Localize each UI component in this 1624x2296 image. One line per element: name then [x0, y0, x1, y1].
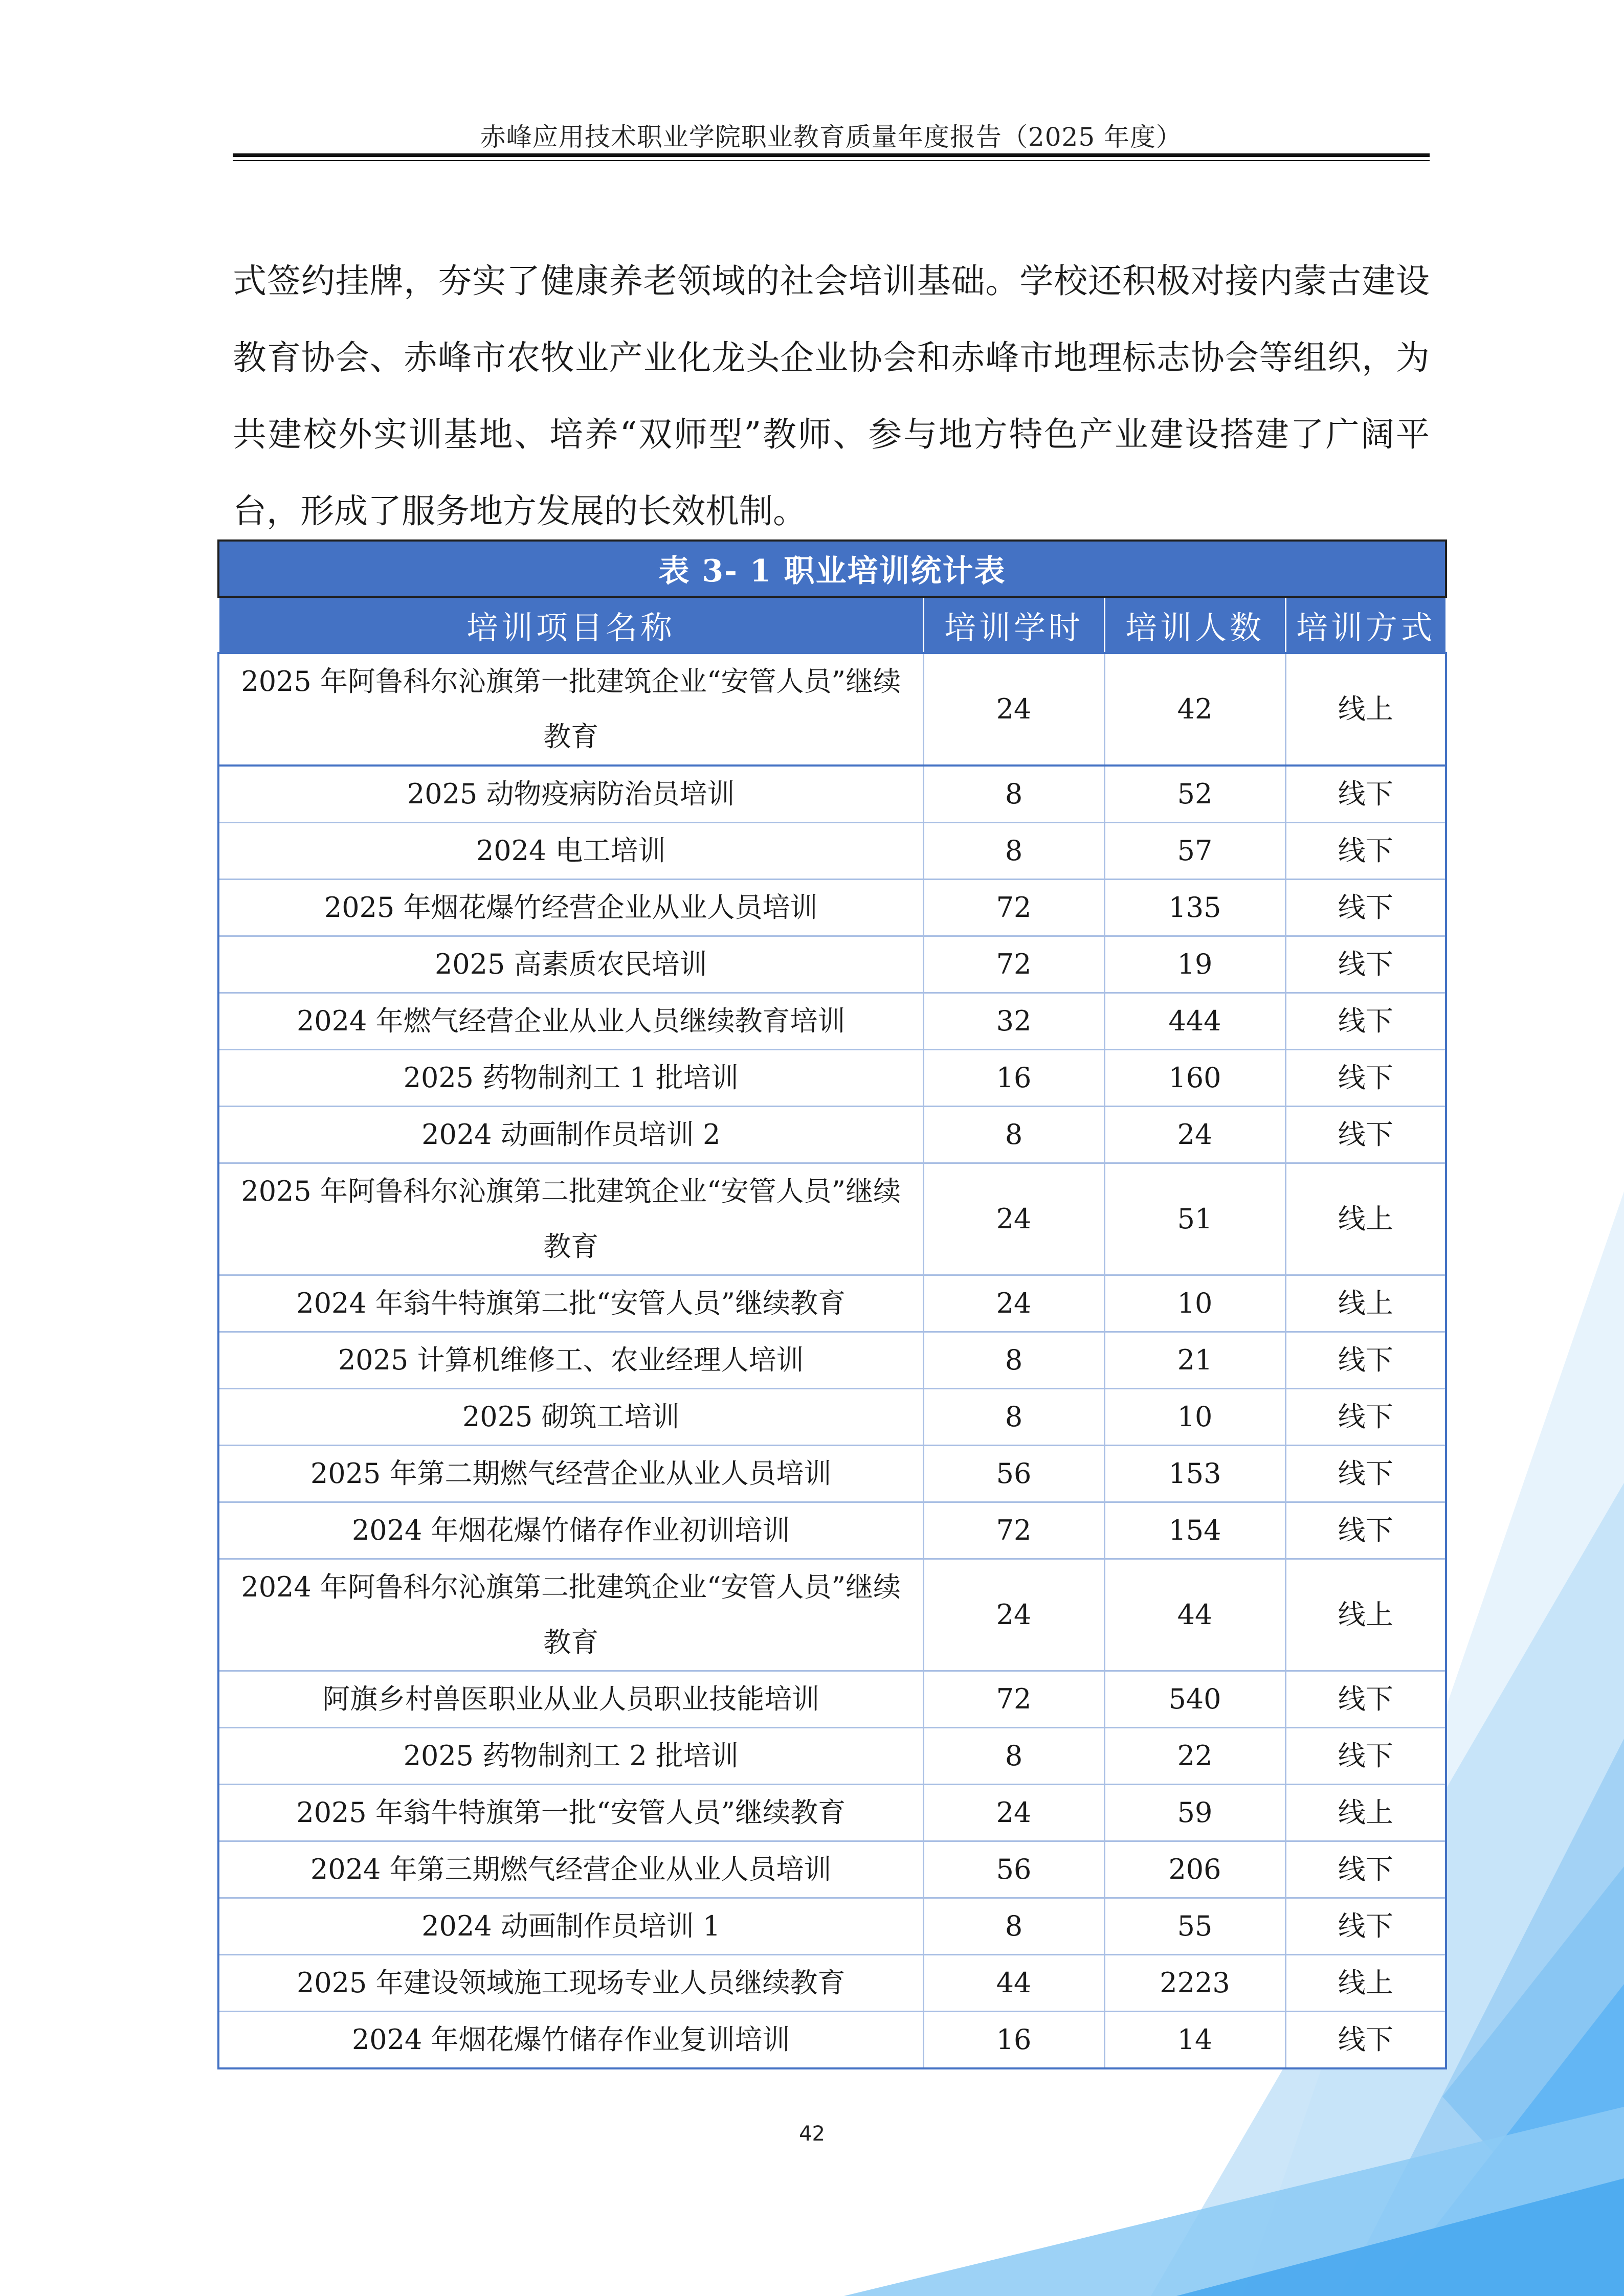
- cell-project-name: 2025 砌筑工培训: [218, 1389, 923, 1446]
- table-row: [218, 1163, 1446, 1275]
- cell-people: 540: [1104, 1671, 1285, 1728]
- table-row: [218, 1841, 1446, 1898]
- table-row: [218, 1728, 1446, 1785]
- cell-mode: 线下: [1285, 993, 1446, 1050]
- table-row: [218, 993, 1446, 1050]
- cell-project-name: 阿旗乡村兽医职业从业人员职业技能培训: [218, 1671, 923, 1728]
- table-row: [218, 1785, 1446, 1841]
- cell-people: 10: [1104, 1275, 1285, 1332]
- cell-hours: 56: [923, 1446, 1104, 1502]
- cell-project-name: 2024 年阿鲁科尔沁旗第二批建筑企业“安管人员”继续教育: [218, 1559, 923, 1671]
- cell-mode: 线下: [1285, 823, 1446, 880]
- cell-people: 22: [1104, 1728, 1285, 1785]
- cell-hours: 24: [923, 1163, 1104, 1275]
- cell-people: 19: [1104, 936, 1285, 993]
- header-hours: 培训学时: [923, 597, 1104, 653]
- table-row: [218, 1559, 1446, 1671]
- cell-project-name: 2025 计算机维修工、农业经理人培训: [218, 1332, 923, 1389]
- cell-hours: 24: [923, 1785, 1104, 1841]
- cell-people: 57: [1104, 823, 1285, 880]
- table-row: [218, 766, 1446, 823]
- page-number: 42: [799, 2122, 825, 2146]
- cell-hours: 24: [923, 1559, 1104, 1671]
- cell-people: 206: [1104, 1841, 1285, 1898]
- cell-project-name: 2024 电工培训: [218, 823, 923, 880]
- header-mode: 培训方式: [1285, 597, 1446, 653]
- cell-mode: 线下: [1285, 1050, 1446, 1107]
- cell-mode: 线下: [1285, 2012, 1446, 2069]
- cell-project-name: 2025 动物疫病防治员培训: [218, 766, 923, 823]
- table-row: [218, 1389, 1446, 1446]
- cell-mode: 线下: [1285, 1502, 1446, 1559]
- table-row: [218, 1898, 1446, 1955]
- cell-people: 2223: [1104, 1955, 1285, 2012]
- cell-hours: 32: [923, 993, 1104, 1050]
- header-rule-thin: [233, 160, 1430, 161]
- cell-mode: 线下: [1285, 880, 1446, 936]
- cell-hours: 8: [923, 1107, 1104, 1163]
- cell-mode: 线下: [1285, 936, 1446, 993]
- training-stats-table: [217, 539, 1445, 2069]
- cell-hours: 24: [923, 1275, 1104, 1332]
- cell-people: 55: [1104, 1898, 1285, 1955]
- table-caption: 表 3- 1 职业培训统计表: [218, 541, 1446, 597]
- cell-mode: 线下: [1285, 1728, 1446, 1785]
- cell-project-name: 2024 年燃气经营企业从业人员继续教育培训: [218, 993, 923, 1050]
- table-row: [218, 653, 1446, 766]
- table-row: [218, 1050, 1446, 1107]
- cell-project-name: 2024 动画制作员培训 2: [218, 1107, 923, 1163]
- table-row: [218, 1671, 1446, 1728]
- cell-hours: 8: [923, 766, 1104, 823]
- cell-project-name: 2025 年阿鲁科尔沁旗第一批建筑企业“安管人员”继续教育: [218, 653, 923, 766]
- header-project-name: 培训项目名称: [218, 597, 923, 653]
- table-row: [218, 2012, 1446, 2069]
- cell-people: 52: [1104, 766, 1285, 823]
- table-row: [218, 1446, 1446, 1502]
- cell-mode: 线下: [1285, 1107, 1446, 1163]
- cell-people: 444: [1104, 993, 1285, 1050]
- cell-project-name: 2025 年烟花爆竹经营企业从业人员培训: [218, 880, 923, 936]
- cell-hours: 72: [923, 1502, 1104, 1559]
- cell-people: 14: [1104, 2012, 1285, 2069]
- cell-hours: 8: [923, 1898, 1104, 1955]
- cell-hours: 24: [923, 653, 1104, 766]
- table-body: [218, 653, 1446, 2068]
- cell-hours: 44: [923, 1955, 1104, 2012]
- cell-mode: 线下: [1285, 1446, 1446, 1502]
- table-row: [218, 880, 1446, 936]
- cell-project-name: 2025 药物制剂工 2 批培训: [218, 1728, 923, 1785]
- cell-people: 21: [1104, 1332, 1285, 1389]
- cell-people: 153: [1104, 1446, 1285, 1502]
- cell-project-name: 2025 年第二期燃气经营企业从业人员培训: [218, 1446, 923, 1502]
- report-header: 赤峰应用技术职业学院职业教育质量年度报告（2025 年度）: [480, 122, 1183, 152]
- training-table: [217, 539, 1447, 2069]
- header-people: 培训人数: [1104, 597, 1285, 653]
- table-row: [218, 1332, 1446, 1389]
- table-row: [218, 1955, 1446, 2012]
- cell-hours: 72: [923, 880, 1104, 936]
- cell-project-name: 2025 年阿鲁科尔沁旗第二批建筑企业“安管人员”继续教育: [218, 1163, 923, 1275]
- cell-mode: 线上: [1285, 1275, 1446, 1332]
- cell-project-name: 2024 年烟花爆竹储存作业复训培训: [218, 2012, 923, 2069]
- cell-mode: 线下: [1285, 766, 1446, 823]
- cell-people: 51: [1104, 1163, 1285, 1275]
- cell-mode: 线下: [1285, 1389, 1446, 1446]
- table-row: [218, 1275, 1446, 1332]
- cell-mode: 线下: [1285, 1671, 1446, 1728]
- cell-project-name: 2024 年烟花爆竹储存作业初训培训: [218, 1502, 923, 1559]
- cell-people: 44: [1104, 1559, 1285, 1671]
- header-rule: [233, 153, 1430, 157]
- table-row: [218, 823, 1446, 880]
- cell-people: 154: [1104, 1502, 1285, 1559]
- cell-mode: 线上: [1285, 1559, 1446, 1671]
- cell-hours: 8: [923, 1389, 1104, 1446]
- cell-people: 135: [1104, 880, 1285, 936]
- cell-hours: 72: [923, 936, 1104, 993]
- cell-mode: 线下: [1285, 1332, 1446, 1389]
- table-row: [218, 936, 1446, 993]
- cell-project-name: 2024 动画制作员培训 1: [218, 1898, 923, 1955]
- table-row: [218, 1107, 1446, 1163]
- cell-people: 24: [1104, 1107, 1285, 1163]
- cell-mode: 线上: [1285, 653, 1446, 766]
- cell-people: 59: [1104, 1785, 1285, 1841]
- cell-project-name: 2025 药物制剂工 1 批培训: [218, 1050, 923, 1107]
- cell-hours: 16: [923, 2012, 1104, 2069]
- cell-hours: 8: [923, 1728, 1104, 1785]
- body-paragraph: 式签约挂牌，夯实了健康养老领域的社会培训基础。学校还积极对接内蒙古建设教育协会、赤峰市农牧业产业化龙头企业协会和赤峰市地理标志协会等组织，为共建校外实训基地、培养“双师型”教师、参与地方特色产业建设搭建了广阔平台，形成了服务地方发展的长效机制。: [233, 261, 1430, 531]
- cell-project-name: 2025 高素质农民培训: [218, 936, 923, 993]
- cell-mode: 线下: [1285, 1898, 1446, 1955]
- cell-hours: 56: [923, 1841, 1104, 1898]
- cell-mode: 线下: [1285, 1841, 1446, 1898]
- cell-people: 10: [1104, 1389, 1285, 1446]
- cell-people: 42: [1104, 653, 1285, 766]
- cell-hours: 72: [923, 1671, 1104, 1728]
- cell-people: 160: [1104, 1050, 1285, 1107]
- cell-mode: 线上: [1285, 1163, 1446, 1275]
- cell-hours: 8: [923, 823, 1104, 880]
- cell-mode: 线上: [1285, 1955, 1446, 2012]
- cell-mode: 线上: [1285, 1785, 1446, 1841]
- cell-project-name: 2024 年翁牛特旗第二批“安管人员”继续教育: [218, 1275, 923, 1332]
- cell-hours: 8: [923, 1332, 1104, 1389]
- cell-project-name: 2025 年翁牛特旗第一批“安管人员”继续教育: [218, 1785, 923, 1841]
- cell-project-name: 2025 年建设领域施工现场专业人员继续教育: [218, 1955, 923, 2012]
- table-row: [218, 1502, 1446, 1559]
- cell-hours: 16: [923, 1050, 1104, 1107]
- cell-project-name: 2024 年第三期燃气经营企业从业人员培训: [218, 1841, 923, 1898]
